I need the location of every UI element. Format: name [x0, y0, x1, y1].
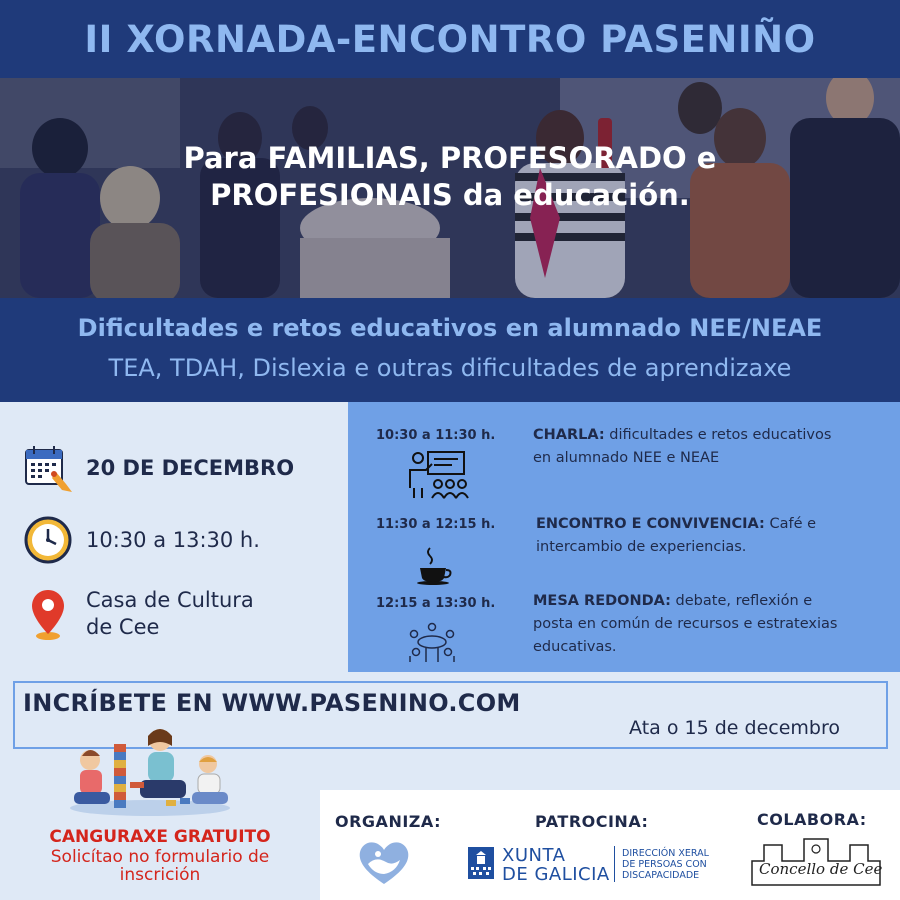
audience-line-2: PROFESIONAIS da educación.	[210, 178, 690, 212]
event-date: 20 DE DECEMBRO	[86, 455, 295, 480]
childcare-note	[10, 848, 310, 884]
colabora-label: COLABORA:	[757, 810, 867, 829]
topic-subtitle: TEA, TDAH, Dislexia e outras dificultades de aprendizaxe	[108, 354, 792, 382]
round-table-icon	[406, 620, 458, 669]
childcare-note-line-2: inscrición	[119, 865, 201, 885]
xunta-logo-text	[502, 846, 610, 884]
schedule-title-1: CHARLA:	[533, 427, 605, 443]
pasenino-logo	[356, 838, 412, 893]
schedule-time-1: 10:30 a 11:30 h.	[376, 428, 496, 443]
event-photo	[0, 78, 900, 298]
schedule-desc-1	[533, 424, 831, 470]
schedule-title-3: MESA REDONDA:	[533, 593, 671, 609]
xunta-line-2: DE GALICIA	[502, 864, 610, 885]
calendar-icon	[20, 440, 76, 496]
patrocina-label: PATROCINA:	[535, 812, 649, 831]
header-bar	[0, 0, 900, 78]
registration-link[interactable]: INCRÍBETE EN WWW.PASENINO.COM	[23, 689, 521, 717]
presentation-icon	[406, 448, 470, 505]
xunta-divider	[614, 846, 615, 882]
direccion-line-2: DE PERSOAS CON	[622, 859, 707, 870]
schedule-desc-1-line-1: dificultades e retos educativos	[604, 427, 832, 443]
schedule-desc-3-line-3: educativas.	[533, 639, 617, 655]
schedule-desc-2-line-2: intercambio de experiencias.	[536, 539, 747, 555]
audience-heading	[0, 140, 900, 214]
location-pin-icon	[20, 586, 76, 642]
direccion-line-1: DIRECCIÓN XERAL	[622, 848, 709, 859]
xunta-line-1: XUNTA	[502, 845, 566, 866]
schedule-desc-3-line-1: debate, reflexión e	[670, 593, 813, 609]
schedule-desc-3	[533, 590, 837, 659]
schedule-desc-3-line-2: posta en común de recursos e estratexias	[533, 616, 838, 632]
schedule-time-3: 12:15 a 13:30 h.	[376, 596, 496, 611]
registration-deadline: Ata o 15 de decembro	[629, 717, 840, 739]
children-playing-illustration	[60, 720, 240, 820]
direccion-line-3: DISCAPACIDADE	[622, 870, 700, 881]
schedule-desc-2-line-1: Café e	[764, 516, 817, 532]
topic-title: Dificultades e retos educativos en alumnado NEE/NEAE	[77, 314, 823, 342]
place-line-1: Casa de Cultura	[86, 588, 254, 612]
childcare-title: CANGURAXE GRATUITO	[49, 827, 271, 847]
event-info-panel	[0, 402, 348, 672]
schedule-panel	[348, 402, 900, 672]
date-row	[20, 440, 294, 496]
schedule-desc-1-line-2: en alumnado NEE e NEAE	[533, 450, 720, 466]
direccion-xeral-text	[622, 848, 709, 881]
event-time: 10:30 a 13:30 h.	[86, 527, 260, 552]
time-row	[20, 512, 260, 568]
organiza-label: ORGANIZA:	[335, 812, 441, 831]
schedule-title-2: ENCONTRO E CONVIVENCIA:	[536, 516, 765, 532]
sponsors-strip	[320, 790, 900, 900]
schedule-desc-2	[536, 513, 816, 559]
childcare-section	[0, 755, 320, 900]
xunta-crest-icon	[468, 847, 494, 884]
place-row	[20, 586, 254, 642]
topic-band	[0, 298, 900, 402]
schedule-time-2: 11:30 a 12:15 h.	[376, 517, 496, 532]
event-place	[86, 587, 254, 641]
clock-icon	[20, 512, 76, 568]
concello-logo-text: Concello de Cee	[759, 860, 883, 878]
audience-line-1: Para FAMILIAS, PROFESORADO e	[183, 141, 717, 175]
coffee-cup-icon	[414, 546, 454, 591]
page-title: II XORNADA-ENCONTRO PASENIÑO	[84, 17, 816, 61]
place-line-2: de Cee	[86, 615, 160, 639]
childcare-note-line-1: Solicítao no formulario de	[50, 847, 270, 867]
